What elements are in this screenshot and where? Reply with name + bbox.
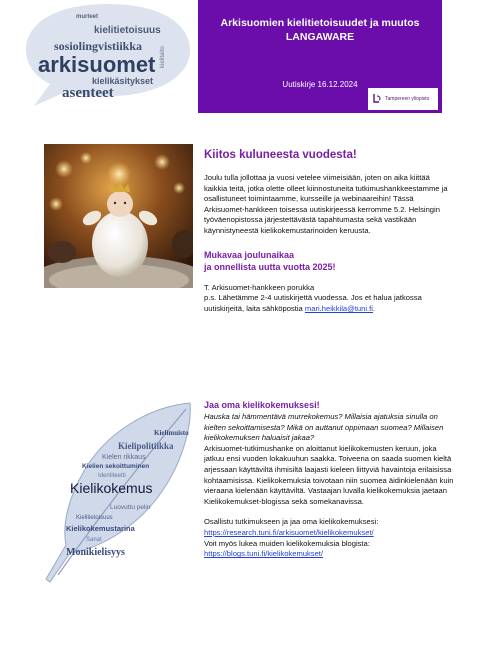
feather-word: Kielien sekoittuminen [82,463,150,470]
newsletter-date: Uutiskirje 16.12.2024 [282,80,358,89]
section-heading: Jaa oma kielikokemuksesi! [204,400,320,410]
newsletter-header [198,0,442,113]
call-to-action [204,517,456,559]
section-body-text: Arkisuomet-tutkimushanke on aloittanut kielikokemusten keruun, joka jatkuu ensi vuoden lokakuuhun saakka. Toiveena on saada suomen kieltä arjessaan käyttäviltä ihmisiltä laajasti kieleen liittyviä havaintoja erilaisissa kohtaamisissa. Kielikokemuksia toivotaan niin suomea äidinkielenään kuin vieraana kielenään käyttäviltä. Vastaajan luvalla kielikokemuksia jaetaan Kielikokemukset-blogissa sekä somekanavissa. [204,443,454,506]
university-logo [368,88,438,110]
greeting-line-2: ja onnellista uutta vuotta 2025! [204,261,336,272]
christmas-angel-photo [44,144,193,288]
share-experience-section [204,399,456,560]
title-line-2: LANGAWARE [285,31,355,43]
feather-word: Sanat [86,537,102,543]
cloud-word: kielitaito [160,46,166,68]
cloud-word: sosiolingvistiikka [54,39,143,53]
cloud-word: kielikäsitykset [92,76,154,86]
blog-link[interactable]: https://blogs.tuni.fi/kielikokemukset/ [204,549,324,559]
university-logo-text: Tampereen yliopisto [385,96,430,102]
feather-word: Luovuttu pelin [110,504,151,511]
cloud-word: asenteet [62,85,114,101]
feather-word: Kielikokemustarina [66,524,135,533]
feather-word: Kielipolitiikka [118,441,174,451]
angel-body [92,211,148,277]
feather-word: Kielitietoisuus [76,515,113,521]
email-link[interactable]: mari.heikkila@tuni.fi [304,303,373,313]
cloud-word: arkisuomet [38,52,156,77]
feather-word: Kielen rikkaus [102,454,146,461]
feather-word: Kielikokemus [70,480,153,496]
signature-text: T. Arkisuomet-hankkeen porukka [204,282,315,292]
title-line-1: Arkisuomien kielitietoisuudet ja muutos [220,17,420,29]
feather-word: Monikielisyys [66,547,125,558]
newsletter-title [198,16,442,44]
cloud-word: murteet [76,14,99,20]
section-intro-text: Hauska tai hämmentävä murrekokemus? Millaisia ajatuksia sinulla on kielten sekoittamisesta? Mikä on auttanut oppimaan suomea? Millaisen kielikokemuksen haluaisit jakaa? [204,412,444,443]
feather-word: Identiteetti [98,473,126,479]
signature-block [204,283,454,315]
feather-word-cloud [36,397,198,585]
ps-period: . [372,303,376,313]
pine-cone [48,241,76,263]
cloud-word: kielitietoisuus [94,25,161,36]
cta-text: Osallistu tutkimukseen ja jaa oma kielikokemuksesi: [204,517,379,527]
section-body-text: Joulu tulla jollottaa ja vuosi vetelee viimeisiään, joten on aika kiittää kaikkia teitä, jotka olette olleet kiinnostuneita tutkimushankkeestamme ja osallistuneet toimintaamme, kursseille ja webinaareihin! Tässä Arkisuomet-hankkeen toisessa uutiskirjeessä kerromme 5.2. Helsingin työväenopistossa järjestettävästä tapahtumasta sekä vastikään käynnistyneestä kielikokemustarinoiden keruusta. [204,173,448,235]
blog-text: Voit myös lukea muiden kielikokemuksia blogista: [204,538,370,548]
word-cloud-bubble [24,0,192,110]
section-heading: Kiitos kuluneesta vuodesta! [204,149,357,161]
holiday-greeting [204,249,454,273]
thank-you-section [204,148,454,314]
greeting-line-1: Mukavaa joulunaikaa [204,249,295,260]
feather-word: Kielimuisto [154,429,189,437]
research-link[interactable]: https://research.tuni.fi/arkisuomet/kielikokemukset/ [204,527,374,537]
university-logo-icon [372,93,382,105]
ps-text: p.s. Lähetämme 2-4 uutiskirjettä vuodessa. Jos et halua jatkossa uutiskirjeitä, laita sähköpostia [204,293,422,313]
angel-head [107,191,133,217]
